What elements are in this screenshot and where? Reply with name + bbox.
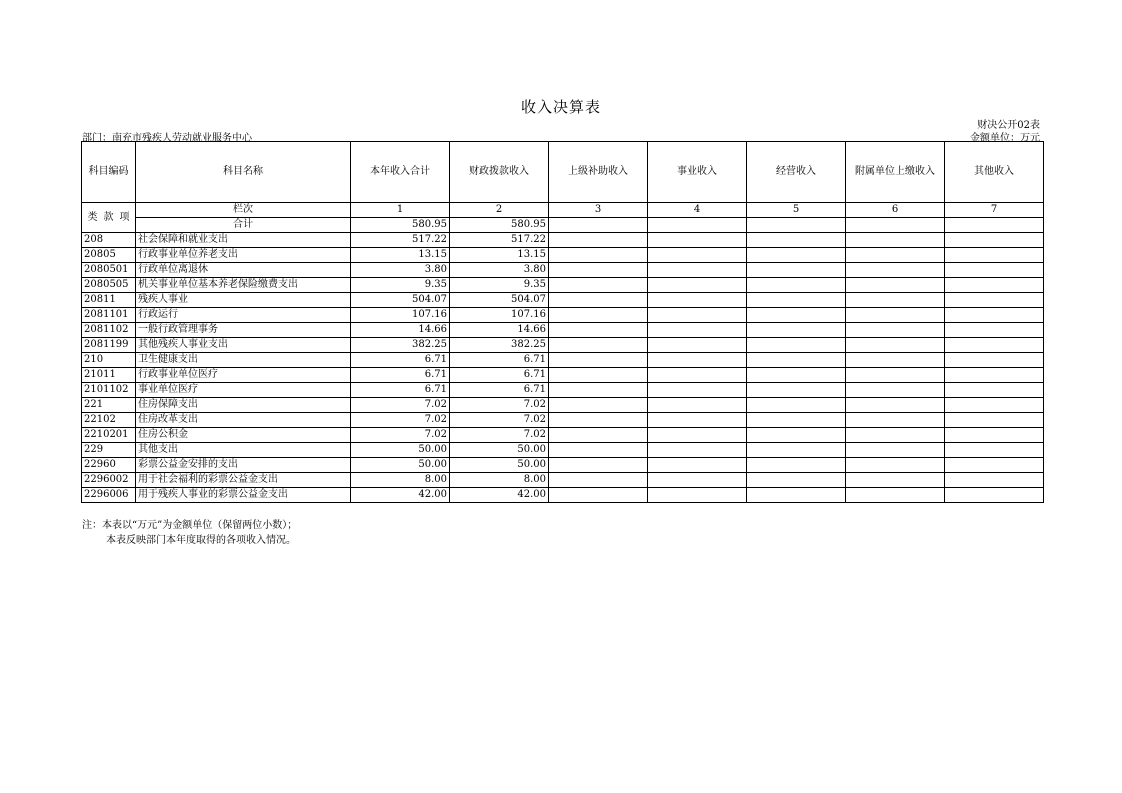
operating-income-cell	[747, 368, 846, 383]
business-income-cell	[648, 383, 747, 398]
superior-income-cell	[549, 383, 648, 398]
business-income-cell	[648, 308, 747, 323]
other-income-cell	[945, 353, 1044, 368]
operating-income-cell	[747, 278, 846, 293]
table-row	[82, 278, 1044, 293]
subject-code-cell: 210	[82, 353, 136, 368]
subject-code-cell: 2081102	[82, 323, 136, 338]
total-row	[82, 218, 1044, 233]
total-income-cell: 382.25	[351, 338, 450, 353]
fiscal-income-cell: 8.00	[450, 473, 549, 488]
other-income-cell	[945, 428, 1044, 443]
empty-cell	[549, 218, 648, 233]
fiscal-income-cell: 7.02	[450, 428, 549, 443]
other-income-cell	[945, 338, 1044, 353]
business-income-cell	[648, 473, 747, 488]
subject-code-cell: 2296002	[82, 473, 136, 488]
header-total: 本年收入合计	[351, 142, 450, 203]
business-income-cell	[648, 338, 747, 353]
other-income-cell	[945, 488, 1044, 503]
subject-code-cell: 20811	[82, 293, 136, 308]
header-superior: 上级补助收入	[549, 142, 648, 203]
department-label: 部门：南充市残疾人劳动就业服务中心	[82, 133, 252, 144]
subject-code-cell: 2081101	[82, 308, 136, 323]
operating-income-cell	[747, 398, 846, 413]
total-income-cell: 14.66	[351, 323, 450, 338]
operating-income-cell	[747, 383, 846, 398]
note-line: 本表反映部门本年度取得的各项收入情况。	[106, 535, 296, 546]
business-income-cell	[648, 278, 747, 293]
other-income-cell	[945, 458, 1044, 473]
affiliated-income-cell	[846, 293, 945, 308]
other-income-cell	[945, 278, 1044, 293]
other-income-cell	[945, 413, 1044, 428]
subject-name-cell: 住房公积金	[136, 428, 351, 443]
empty-cell	[648, 218, 747, 233]
subject-code-cell: 2081199	[82, 338, 136, 353]
business-income-cell	[648, 458, 747, 473]
header-affiliated: 附属单位上缴收入	[846, 142, 945, 203]
affiliated-income-cell	[846, 443, 945, 458]
fiscal-income-cell: 42.00	[450, 488, 549, 503]
fiscal-income-cell: 7.02	[450, 398, 549, 413]
superior-income-cell	[549, 278, 648, 293]
affiliated-income-cell	[846, 398, 945, 413]
fiscal-income-cell: 50.00	[450, 443, 549, 458]
total-income-cell: 6.71	[351, 383, 450, 398]
affiliated-income-cell	[846, 458, 945, 473]
level-labels	[82, 203, 136, 233]
subject-name-cell: 用于社会福利的彩票公益金支出	[136, 473, 351, 488]
header-row	[82, 142, 1044, 203]
business-income-cell	[648, 488, 747, 503]
note-line: 注：本表以“万元”为金额单位（保留两位小数）；	[82, 520, 298, 531]
form-code: 财决公开02表	[977, 120, 1040, 131]
business-income-cell	[648, 263, 747, 278]
affiliated-income-cell	[846, 413, 945, 428]
affiliated-income-cell	[846, 323, 945, 338]
total-income-cell: 504.07	[351, 293, 450, 308]
total-income-cell: 7.02	[351, 428, 450, 443]
fiscal-income-cell: 50.00	[450, 458, 549, 473]
subject-name-cell: 社会保障和就业支出	[136, 233, 351, 248]
affiliated-income-cell	[846, 428, 945, 443]
affiliated-income-cell	[846, 473, 945, 488]
table-row	[82, 293, 1044, 308]
total-income-cell: 8.00	[351, 473, 450, 488]
subject-code-cell: 22102	[82, 413, 136, 428]
subject-name-cell: 事业单位医疗	[136, 383, 351, 398]
table-row	[82, 353, 1044, 368]
column-number: 6	[846, 203, 945, 218]
total-income-cell: 6.71	[351, 368, 450, 383]
affiliated-income-cell	[846, 233, 945, 248]
fiscal-income-cell: 6.71	[450, 383, 549, 398]
total-income-cell: 13.15	[351, 248, 450, 263]
business-income-cell	[648, 443, 747, 458]
notes	[82, 518, 297, 548]
fiscal-income-cell: 6.71	[450, 353, 549, 368]
business-income-cell	[648, 368, 747, 383]
table-row	[82, 413, 1044, 428]
other-income-cell	[945, 398, 1044, 413]
header-other: 其他收入	[945, 142, 1044, 203]
operating-income-cell	[747, 473, 846, 488]
table-row	[82, 233, 1044, 248]
header-code: 科目编码	[82, 142, 136, 203]
total-income-cell: 50.00	[351, 443, 450, 458]
header-business: 事业收入	[648, 142, 747, 203]
table-row	[82, 263, 1044, 278]
other-income-cell	[945, 308, 1044, 323]
table-row	[82, 473, 1044, 488]
other-income-cell	[945, 443, 1044, 458]
other-income-cell	[945, 293, 1044, 308]
column-number: 4	[648, 203, 747, 218]
superior-income-cell	[549, 398, 648, 413]
column-label: 栏次	[136, 203, 351, 218]
other-income-cell	[945, 233, 1044, 248]
affiliated-income-cell	[846, 263, 945, 278]
superior-income-cell	[549, 353, 648, 368]
level-xiang: 项	[119, 212, 130, 223]
subject-name-cell: 残疾人事业	[136, 293, 351, 308]
column-number: 2	[450, 203, 549, 218]
subject-code-cell: 2080505	[82, 278, 136, 293]
superior-income-cell	[549, 323, 648, 338]
table-row	[82, 488, 1044, 503]
empty-cell	[747, 218, 846, 233]
fiscal-income-cell: 14.66	[450, 323, 549, 338]
subject-name-cell: 住房保障支出	[136, 398, 351, 413]
amount-unit-label: 金额单位：万元	[970, 133, 1040, 144]
fiscal-income-cell: 107.16	[450, 308, 549, 323]
total-income-cell: 7.02	[351, 413, 450, 428]
fiscal-income-cell: 3.80	[450, 263, 549, 278]
total-fiscal-value: 580.95	[450, 218, 549, 233]
subject-code-cell: 2101102	[82, 383, 136, 398]
business-income-cell	[648, 428, 747, 443]
column-number: 7	[945, 203, 1044, 218]
affiliated-income-cell	[846, 308, 945, 323]
subject-name-cell: 用于残疾人事业的彩票公益金支出	[136, 488, 351, 503]
column-number: 5	[747, 203, 846, 218]
empty-cell	[945, 218, 1044, 233]
fiscal-income-cell: 9.35	[450, 278, 549, 293]
superior-income-cell	[549, 233, 648, 248]
subject-name-cell: 其他支出	[136, 443, 351, 458]
business-income-cell	[648, 233, 747, 248]
affiliated-income-cell	[846, 488, 945, 503]
superior-income-cell	[549, 308, 648, 323]
business-income-cell	[648, 353, 747, 368]
income-table	[81, 141, 1044, 503]
affiliated-income-cell	[846, 248, 945, 263]
table-row	[82, 428, 1044, 443]
fiscal-income-cell: 7.02	[450, 413, 549, 428]
header-operating: 经营收入	[747, 142, 846, 203]
superior-income-cell	[549, 293, 648, 308]
fiscal-income-cell: 6.71	[450, 368, 549, 383]
table-row	[82, 458, 1044, 473]
operating-income-cell	[747, 353, 846, 368]
total-income-cell: 42.00	[351, 488, 450, 503]
operating-income-cell	[747, 338, 846, 353]
business-income-cell	[648, 398, 747, 413]
level-kuan: 款	[103, 212, 114, 223]
other-income-cell	[945, 368, 1044, 383]
business-income-cell	[648, 248, 747, 263]
subject-name-cell: 行政单位离退休	[136, 263, 351, 278]
superior-income-cell	[549, 428, 648, 443]
total-income-cell: 3.80	[351, 263, 450, 278]
table-row	[82, 383, 1044, 398]
operating-income-cell	[747, 428, 846, 443]
other-income-cell	[945, 473, 1044, 488]
subject-name-cell: 行政事业单位养老支出	[136, 248, 351, 263]
total-income-cell: 9.35	[351, 278, 450, 293]
operating-income-cell	[747, 248, 846, 263]
subject-name-cell: 彩票公益金安排的支出	[136, 458, 351, 473]
operating-income-cell	[747, 413, 846, 428]
fiscal-income-cell: 504.07	[450, 293, 549, 308]
table-row	[82, 443, 1044, 458]
superior-income-cell	[549, 473, 648, 488]
superior-income-cell	[549, 263, 648, 278]
subject-name-cell: 其他残疾人事业支出	[136, 338, 351, 353]
operating-income-cell	[747, 263, 846, 278]
header-fiscal: 财政拨款收入	[450, 142, 549, 203]
superior-income-cell	[549, 413, 648, 428]
column-number: 3	[549, 203, 648, 218]
other-income-cell	[945, 263, 1044, 278]
total-income-cell: 517.22	[351, 233, 450, 248]
operating-income-cell	[747, 488, 846, 503]
subject-code-cell: 229	[82, 443, 136, 458]
table-row	[82, 398, 1044, 413]
subject-code-cell: 2296006	[82, 488, 136, 503]
subject-name-cell: 行政运行	[136, 308, 351, 323]
header-name: 科目名称	[136, 142, 351, 203]
fiscal-income-cell: 517.22	[450, 233, 549, 248]
operating-income-cell	[747, 323, 846, 338]
total-income-cell: 107.16	[351, 308, 450, 323]
table-row	[82, 248, 1044, 263]
subject-name-cell: 住房改革支出	[136, 413, 351, 428]
operating-income-cell	[747, 458, 846, 473]
affiliated-income-cell	[846, 353, 945, 368]
business-income-cell	[648, 413, 747, 428]
total-income-cell: 7.02	[351, 398, 450, 413]
subject-code-cell: 20805	[82, 248, 136, 263]
affiliated-income-cell	[846, 368, 945, 383]
subject-name-cell: 卫生健康支出	[136, 353, 351, 368]
affiliated-income-cell	[846, 383, 945, 398]
affiliated-income-cell	[846, 338, 945, 353]
operating-income-cell	[747, 233, 846, 248]
operating-income-cell	[747, 308, 846, 323]
subject-code-cell: 221	[82, 398, 136, 413]
subject-name-cell: 一般行政管理事务	[136, 323, 351, 338]
subject-code-cell: 2080501	[82, 263, 136, 278]
superior-income-cell	[549, 368, 648, 383]
subject-code-cell: 208	[82, 233, 136, 248]
total-income-cell: 6.71	[351, 353, 450, 368]
table-row	[82, 323, 1044, 338]
business-income-cell	[648, 293, 747, 308]
superior-income-cell	[549, 443, 648, 458]
report-title: 收入决算表	[520, 98, 601, 116]
fiscal-income-cell: 382.25	[450, 338, 549, 353]
superior-income-cell	[549, 248, 648, 263]
other-income-cell	[945, 248, 1044, 263]
affiliated-income-cell	[846, 278, 945, 293]
business-income-cell	[648, 323, 747, 338]
subject-code-cell: 2210201	[82, 428, 136, 443]
subject-name-cell: 行政事业单位医疗	[136, 368, 351, 383]
total-label: 合计	[136, 218, 351, 233]
superior-income-cell	[549, 458, 648, 473]
fiscal-income-cell: 13.15	[450, 248, 549, 263]
other-income-cell	[945, 383, 1044, 398]
table-row	[82, 368, 1044, 383]
table-row	[82, 338, 1044, 353]
subject-code-cell: 21011	[82, 368, 136, 383]
subject-code-cell: 22960	[82, 458, 136, 473]
table-row	[82, 308, 1044, 323]
operating-income-cell	[747, 293, 846, 308]
total-income-cell: 50.00	[351, 458, 450, 473]
empty-cell	[846, 218, 945, 233]
total-income-value: 580.95	[351, 218, 450, 233]
level-lei: 类	[87, 212, 98, 223]
column-number-row	[82, 203, 1044, 218]
subject-name-cell: 机关事业单位基本养老保险缴费支出	[136, 278, 351, 293]
superior-income-cell	[549, 338, 648, 353]
operating-income-cell	[747, 443, 846, 458]
superior-income-cell	[549, 488, 648, 503]
other-income-cell	[945, 323, 1044, 338]
column-number: 1	[351, 203, 450, 218]
